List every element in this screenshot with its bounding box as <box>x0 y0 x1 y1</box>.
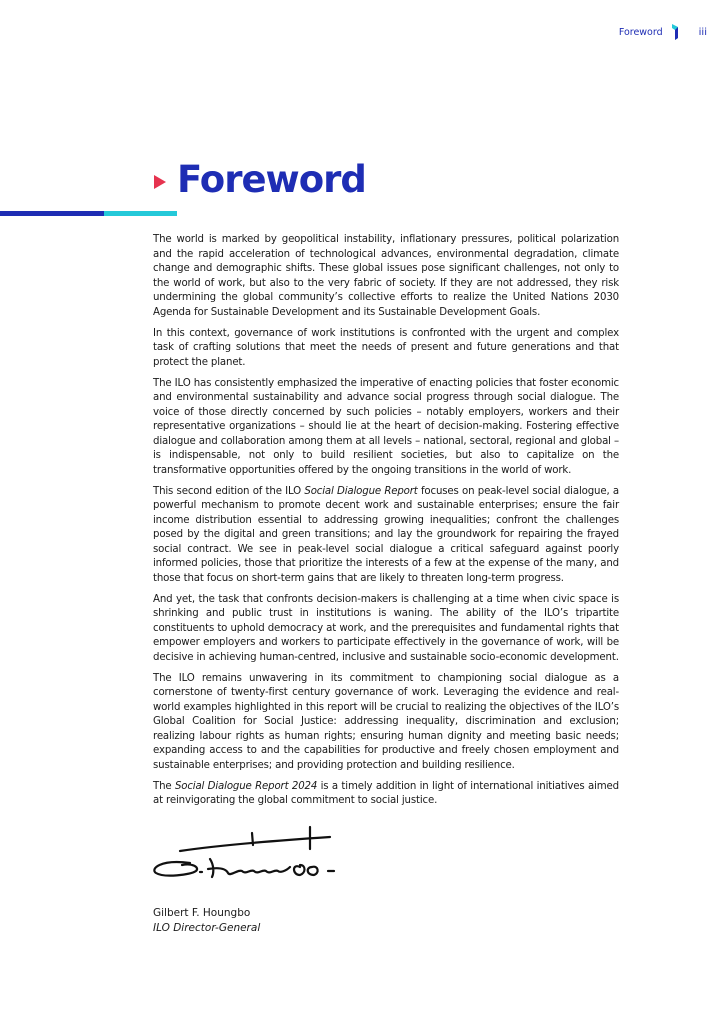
paragraph-4 <box>153 485 619 587</box>
paragraph-text: focuses on peak-level social dialogue, a powerful mechanism to promote decent work and sustainable enterprises; ensure the fair income distribution essential to addressing growing inequalities; confront the challenges posed by the digital and green transitions; and lay the groundwork for repairing the frayed social contract. We see in peak-level social dialogue a critical safeguard against poorly informed policies, those that prioritize the interests of a few at the expense of the many, and those that focus on short-term gains that are likely to threaten long-term progress. <box>153 485 619 584</box>
report-title-italic: Social Dialogue Report <box>304 485 418 497</box>
paragraph-5 <box>153 593 619 666</box>
paragraph-text: is a timely addition in light of international initiatives aimed at reinvigorating the global commitment to social justice. <box>153 780 619 806</box>
paragraph-6 <box>153 672 619 774</box>
foreword-body <box>153 233 619 815</box>
paragraph-text: The world is marked by geopolitical instability, inflationary pressures, political polarization and the rapid acceleration of technological advances, environmental degradation, climate change and demographic shifts. These global issues pose significant challenges, not only to the world of work, but also to the very fabric of society. If they are not addressed, they risk undermining the global community’s collective efforts to realize the United Nations 2030 Agenda for Sustainable Development and its Sustainable Development Goals. <box>153 234 619 318</box>
running-header <box>619 23 707 41</box>
paragraph-text: The ILO has consistently emphasized the imperative of enacting policies that foster economic and environmental sustainability and advance social progress through social dialogue. The voice of those directly concerned by such policies – notably employers, workers and their representative organizations – should lie at the heart of decision-making. Fostering effective dialogue and collaboration among them at all levels – national, sectoral, regional and global – is indispensable, not only to build resilient societies, but also to capitalize on the transformative opportunities offered by the ongoing transitions in the world of work. <box>153 377 619 476</box>
title-rule-blue <box>0 211 104 216</box>
paragraph-1 <box>153 233 619 320</box>
report-title-italic: Social Dialogue Report 2024 <box>174 780 318 792</box>
paragraph-7 <box>153 780 619 809</box>
paragraph-3 <box>153 377 619 479</box>
page-title: Foreword <box>177 158 366 201</box>
header-section-title: Foreword <box>618 26 663 38</box>
title-row <box>154 158 366 201</box>
paragraph-text: In this context, governance of work institutions is confronted with the urgent and complex task of crafting solutions that meet the needs of present and future generations and that protect the planet. <box>153 327 619 368</box>
ilo-mark-icon <box>671 23 679 41</box>
paragraph-text: And yet, the task that confronts decision-makers is challenging at a time when civic space is shrinking and public trust in institutions is waning. The ability of the ILO’s tripartite constituents to uphold democracy at work, and the prerequisites and fundamental rights that empower employers and workers to participate effectively in the governance of work, will be decisive in achieving human-centred, inclusive and sustainable socio-economic development. <box>153 593 619 663</box>
page-number: iii <box>698 26 707 38</box>
signer-name: Gilbert F. Houngbo <box>153 907 251 919</box>
paragraph-text: This second edition of the ILO <box>153 485 305 497</box>
handwritten-signature-icon <box>150 825 360 890</box>
paragraph-text: The ILO remains unwavering in its commitment to championing social dialogue as a cornerstone of twenty-first century governance of work. Leveraging the evidence and real-world examples highlighted in this report will be crucial to realizing the objectives of the ILO’s Global Coalition for Social Justice: addressing inequality, discrimination and exclusion; realizing labour rights as human rights; ensuring human dignity and meeting basic needs; expanding access to and the capabilities for productive and freely chosen employment and sustainable enterprises; and providing protection and building resilience. <box>153 672 619 771</box>
signer-title: ILO Director-General <box>153 922 261 934</box>
title-rule-cyan <box>104 211 177 216</box>
paragraph-text: The <box>153 780 175 792</box>
title-arrow-icon <box>154 175 166 189</box>
paragraph-2 <box>153 327 619 371</box>
